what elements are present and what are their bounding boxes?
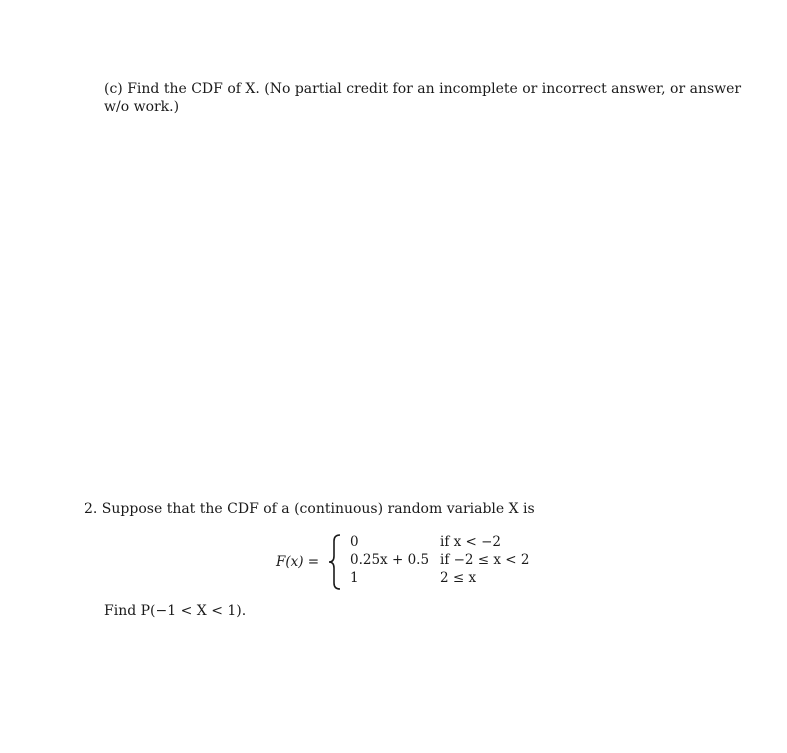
question-2-find-probability: Find P(−1 < X < 1). [104, 603, 247, 619]
cdf-case-value: 0 [350, 534, 359, 550]
question-2-statement: 2. Suppose that the CDF of a (continuous) random variable X is [84, 501, 535, 517]
left-brace-icon [328, 533, 342, 591]
cdf-case-value: 1 [350, 570, 359, 586]
part-c-prompt-line2: w/o work.) [104, 99, 180, 115]
cdf-case-condition: 2 ≤ x [440, 570, 477, 586]
cdf-case-condition: if −2 ≤ x < 2 [440, 552, 530, 568]
cdf-case-value: 0.25x + 0.5 [350, 552, 430, 568]
cdf-definition [276, 533, 546, 593]
cdf-function-label: F(x) = [276, 554, 320, 570]
cdf-case-condition: if x < −2 [440, 534, 502, 550]
part-c-prompt-line1: (c) Find the CDF of X. (No partial credit for an incomplete or incorrect answer, or answer [104, 81, 742, 97]
